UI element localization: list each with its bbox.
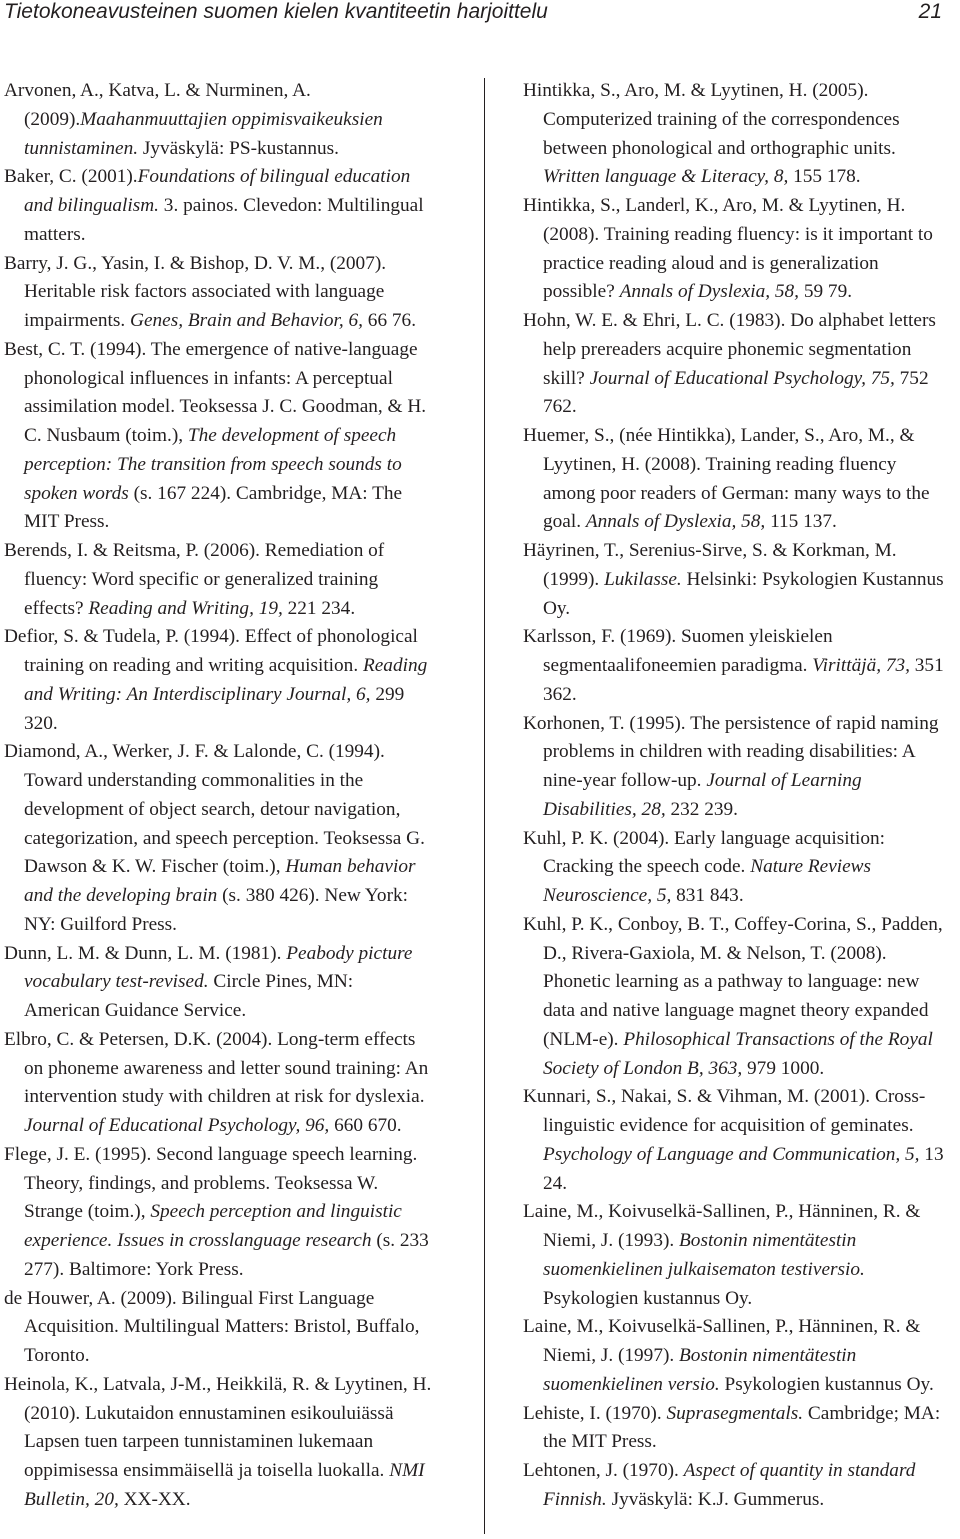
reference-authors: de Houwer, A. (2009). xyxy=(4,1287,177,1309)
reference-entry xyxy=(523,1313,951,1399)
reference-text: The emergence of native-language phonological influences in infants: A perceptual assimilation model. Teoksessa J. C. Goodman, & H. C. Nusbaum (toim.), xyxy=(24,338,427,446)
reference-source-title: Bostonin nimentätestin suomenkielinen versio. xyxy=(543,1345,857,1395)
reference-text: Long-term effects on phoneme awareness and letter sound training: An intervention study with children at risk for dyslexia. xyxy=(24,1028,429,1108)
reference-source-title: Annals of Dyslexia, 58, xyxy=(619,281,799,303)
running-header xyxy=(0,0,960,28)
reference-authors: Heinola, K., Latvala, J-M., Heikkilä, R. & Lyytinen, H. (2010). xyxy=(4,1373,432,1424)
reference-authors: Lehiste, I. (1970). xyxy=(523,1402,662,1424)
reference-authors: Laine, M., Koivuselkä-Sallinen, P., Hänninen, R. & Niemi, J. (1997). xyxy=(523,1316,921,1366)
reference-entry xyxy=(523,307,951,422)
reference-text: Computerized training of the correspondences between phonological and orthographic units. xyxy=(543,108,900,159)
reference-authors: Hintikka, S., Aro, M. & Lyytinen, H. (2005). xyxy=(523,80,869,101)
reference-details: 979 1000. xyxy=(742,1057,825,1079)
reference-source-title: Reading and Writing: An Interdisciplinary Journal, 6, xyxy=(24,655,428,705)
reference-details: 351 362. xyxy=(543,655,944,705)
reference-details: 660 670. xyxy=(329,1115,402,1136)
reference-text: Do alphabet letters help prereaders acquire phonemic segmentation skill? xyxy=(543,310,936,389)
reference-authors: Korhonen, T. (1995). xyxy=(523,712,686,734)
reference-authors: Defior, S. & Tudela, P. (1994). xyxy=(4,626,240,648)
reference-source-title: Reading and Writing, 19, xyxy=(88,597,283,619)
reference-entry xyxy=(523,911,951,1084)
reference-entry xyxy=(523,1198,951,1313)
reference-entry xyxy=(523,1400,951,1458)
reference-entry xyxy=(523,1457,951,1515)
reference-authors: Barry, J. G., Yasin, I. & Bishop, D. V. M., (2007). xyxy=(4,252,387,274)
reference-entry xyxy=(4,1285,432,1371)
reference-entry xyxy=(523,710,951,825)
reference-details: 155 178. xyxy=(788,166,861,188)
reference-source-title: Nature Reviews Neuroscience, 5, xyxy=(543,856,872,906)
reference-details: 752 762. xyxy=(543,367,929,418)
reference-details: (s. 233 277). Baltimore: York Press. xyxy=(24,1230,429,1280)
reference-authors: Best, C. T. (1994). xyxy=(4,338,147,360)
reference-entry xyxy=(4,250,432,336)
reference-entry xyxy=(4,940,432,1026)
reference-entry xyxy=(523,77,951,192)
reference-authors: Dunn, L. M. & Dunn, L. M. (1981). xyxy=(4,942,282,964)
reference-entry xyxy=(4,1026,432,1141)
reference-source-title: Annals of Dyslexia, 58, xyxy=(585,511,766,533)
reference-text: Remediation of fluency: Word specific or generalized training effects? xyxy=(24,540,385,619)
reference-details: 221 234. xyxy=(282,597,356,619)
reference-authors: Baker, C. (2001). xyxy=(4,166,138,188)
reference-source-title: The development of speech perception: The transition from speech sounds to spoken words xyxy=(24,425,402,504)
reference-details: 299 320. xyxy=(24,683,405,734)
reference-text: Early language acquisition: Cracking the speech code. xyxy=(543,827,885,878)
reference-details: 232 239. xyxy=(665,798,738,820)
references-right-column xyxy=(523,77,951,1515)
reference-entry xyxy=(4,163,432,249)
reference-entry xyxy=(4,1141,432,1285)
reference-details: 115 137. xyxy=(765,511,837,533)
page-number: 21 xyxy=(918,0,942,23)
reference-authors: Arvonen, A., Katva, L. & Nurminen, A. (2009). xyxy=(4,80,311,130)
reference-text: Lukutaidon ennustaminen esikouluiässä Lapsen tuen tarpeen tunnistaminen lukemaan oppimisessa ensimmäisellä ja toisella luokalla. xyxy=(24,1402,394,1481)
reference-source-title: NMI Bulletin, 20, xyxy=(24,1460,425,1510)
reference-entry xyxy=(4,336,432,537)
reference-source-title: Written language & Literacy, 8, xyxy=(543,166,789,188)
reference-details: XX-XX. xyxy=(118,1488,191,1510)
reference-authors: Hintikka, S., Landerl, K., Aro, M. & Lyytinen, H. (2008). xyxy=(523,195,906,245)
reference-authors: Kuhl, P. K. (2004). xyxy=(523,827,670,849)
reference-authors: Diamond, A., Werker, J. F. & Lalonde, C. (1994). xyxy=(4,741,385,763)
reference-source-title: Foundations of bilingual education and bilingualism. xyxy=(24,166,411,216)
reference-source-title: Journal of Educational Psychology, 75, xyxy=(589,367,895,389)
reference-source-title: Philosophical Transactions of the Royal Society of London B, 363, xyxy=(543,1028,933,1079)
reference-details: Cambridge; MA: the MIT Press. xyxy=(543,1402,941,1453)
reference-entry xyxy=(523,537,951,623)
reference-source-title: Psychology of Language and Communication, 5, xyxy=(543,1143,920,1165)
reference-authors: Kuhl, P. K., Conboy, B. T., Coffey-Corina, S., Padden, D., Rivera-Gaxiola, M. & Nelson, T. (2008). xyxy=(523,913,943,964)
reference-entry xyxy=(523,192,951,307)
reference-text: Bilingual First Language Acquisition. Multilingual Matters: Bristol, Buffalo, Toronto. xyxy=(24,1287,420,1366)
reference-entry xyxy=(523,422,951,537)
reference-authors: Huemer, S., (née Hintikka), Lander, S., Aro, M., & Lyytinen, H. (2008). xyxy=(523,425,915,475)
reference-entry xyxy=(4,77,432,163)
reference-authors: Häyrinen, T., Serenius-Sirve, S. & Korkman, M. (1999). xyxy=(523,540,897,590)
reference-source-title: Human behavior and the developing brain xyxy=(24,856,416,906)
reference-text: Second language speech learning. Theory, findings, and problems. Teoksessa W. Strange (toim.), xyxy=(24,1143,418,1223)
reference-source-title: Virittäjä, 73, xyxy=(812,655,910,676)
reference-text: The persistence of rapid naming problems in children with reading disabilities: A nine-year follow-up. xyxy=(543,712,939,791)
reference-authors: Karlsson, F. (1969). xyxy=(523,626,677,648)
reference-text: Heritable risk factors associated with language impairments. xyxy=(24,281,385,331)
reference-source-title: Aspect of quantity in standard Finnish. xyxy=(543,1460,916,1510)
reference-authors: Elbro, C. & Petersen, D.K. (2004). xyxy=(4,1028,273,1050)
reference-source-title: Bostonin nimentätestin suomenkielinen julkaisematon testiversio. xyxy=(543,1230,865,1280)
reference-entry xyxy=(523,825,951,911)
reference-source-title: Peabody picture vocabulary test-revised. xyxy=(24,942,413,993)
reference-text: Training reading fluency among poor readers of German: many ways to the goal. xyxy=(543,453,930,533)
reference-entry xyxy=(523,1083,951,1198)
reference-details: Jyväskylä: PS-kustannus. xyxy=(138,137,339,159)
reference-text: Training reading fluency: is it important to practice reading aloud and is generalization possible? xyxy=(543,223,933,303)
reference-details: Jyväskylä: K.J. Gummerus. xyxy=(606,1488,825,1510)
reference-details: Circle Pines, MN: American Guidance Service. xyxy=(24,971,354,1021)
reference-text: Phonetic learning as a pathway to language: new data and native language magnet theory expanded (NLM-e). xyxy=(543,971,929,1050)
reference-entry xyxy=(523,623,951,709)
reference-source-title: Journal of Educational Psychology, 96, xyxy=(24,1115,330,1136)
reference-entry xyxy=(4,1371,432,1515)
reference-text: Cross-linguistic evidence for acquisition of geminates. xyxy=(543,1086,926,1136)
references-left-column xyxy=(4,77,432,1515)
reference-details: 831 843. xyxy=(671,885,744,906)
reference-text: Effect of phonological training on reading and writing acquisition. xyxy=(24,626,418,676)
column-divider xyxy=(484,78,485,1534)
reference-source-title: Speech perception and linguistic experience. Issues in crosslanguage research xyxy=(24,1201,402,1251)
reference-authors: Laine, M., Koivuselkä-Sallinen, P., Hänninen, R. & Niemi, J. (1993). xyxy=(523,1201,921,1251)
reference-text: Toward understanding commonalities in the development of object search, detour navigation, categorization, and speech perception. Teoksessa G. Dawson & K. W. Fischer (toim.), xyxy=(24,770,425,878)
reference-authors: Lehtonen, J. (1970). xyxy=(523,1460,679,1481)
reference-details: Helsinki: Psykologien Kustannus Oy. xyxy=(543,568,944,619)
reference-authors: Flege, J. E. (1995). xyxy=(4,1143,152,1165)
reference-entry xyxy=(4,537,432,623)
reference-details: Psykologien kustannus Oy. xyxy=(543,1287,753,1309)
reference-details: (s. 167 224). Cambridge, MA: The MIT Press. xyxy=(24,482,403,533)
reference-authors: Berends, I. & Reitsma, P. (2006). xyxy=(4,540,260,561)
reference-source-title: Journal of Learning Disabilities, 28, xyxy=(543,770,862,820)
reference-text: Suomen yleiskielen segmentaalifoneemien paradigma. xyxy=(543,626,833,676)
reference-details: 59 79. xyxy=(799,281,853,303)
reference-details: 3. painos. Clevedon: Multilingual matters. xyxy=(24,195,424,245)
reference-details: Psykologien kustannus Oy. xyxy=(719,1373,934,1395)
reference-source-title: Genes, Brain and Behavior, 6, xyxy=(130,310,363,331)
reference-source-title: Maahanmuuttajien oppimisvaikeuksien tunnistaminen. xyxy=(24,108,383,159)
reference-source-title: Lukilasse. xyxy=(604,568,682,590)
reference-authors: Kunnari, S., Nakai, S. & Vihman, M. (2001). xyxy=(523,1086,871,1108)
reference-details: 13 24. xyxy=(543,1143,944,1194)
reference-source-title: Suprasegmentals. xyxy=(666,1402,804,1424)
running-title: Tietokoneavusteinen suomen kielen kvantiteetin harjoittelu xyxy=(4,0,548,23)
reference-entry xyxy=(4,738,432,939)
reference-details: 66 76. xyxy=(362,310,417,331)
reference-entry xyxy=(4,623,432,738)
reference-authors: Hohn, W. E. & Ehri, L. C. (1983). xyxy=(523,310,786,331)
reference-details: (s. 380 426). New York: NY: Guilford Press. xyxy=(24,885,408,935)
